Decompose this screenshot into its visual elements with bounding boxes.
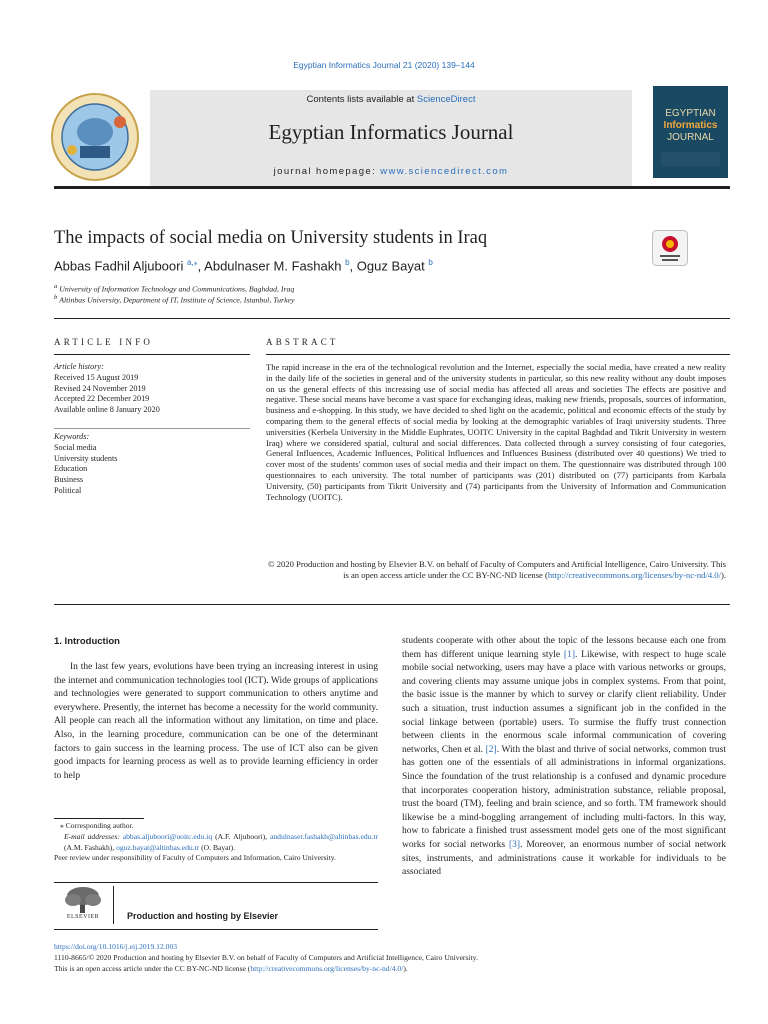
author-name[interactable]: Abbas Fadhil Aljuboori xyxy=(54,258,184,274)
homepage-link[interactable]: www.sciencedirect.com xyxy=(380,166,509,177)
keywords-rule xyxy=(54,428,250,429)
article-info-rule xyxy=(54,354,250,355)
keywords-list xyxy=(54,432,254,497)
footnote-rule xyxy=(54,818,144,819)
email-link[interactable]: oguz.bayat@altinbas.edu.tr xyxy=(116,842,200,852)
body-left-column: In the last few years, evolutions have been trying an increasing interest in using the internet and communication technologies tool (ICT). Wide groups of applications and technologies were generated to support communication to others anytime and everywhere. Presently, the internet has become a necessity for the world community. All people can reach all the information without any limitation, on time and place. Also, in the learning procedure, communication can be one of the determinant factors to gain success in the learning process. The use of ICT also can be given good impacts for learning process as well as to provide learning efficiency in order to help xyxy=(54,662,378,781)
peer-review-note: Peer review under responsibility of Faculty of Computers and Information, Cairo University. xyxy=(54,853,336,863)
license-link[interactable]: http://creativecommons.org/licenses/by-nc-nd/4.0/ xyxy=(250,964,404,973)
cover-title-line-1: EGYPTIAN xyxy=(665,108,716,119)
keyword-item: Social media xyxy=(54,442,97,452)
history-label: Article history: xyxy=(54,362,104,371)
cover-title-line-2: Informatics xyxy=(663,120,718,131)
email-addresses: E-mail addresses: abbas.aljuboori@uoitc.edu.iq (A.F. Aljuboori), andulnaser.fashakh@altinbas.edu.tr (A.M. Fashakh), oguz.bayat@altinbas.edu.tr (O. Bayat). xyxy=(64,831,378,852)
journal-reference-link[interactable]: Egyptian Informatics Journal 21 (2020) 139–144 xyxy=(293,60,475,70)
history-entry: Received 15 August 2019 xyxy=(54,372,139,382)
keyword-item: Political xyxy=(54,485,82,495)
header-rule xyxy=(54,186,730,189)
sciencedirect-link[interactable]: ScienceDirect xyxy=(416,94,476,105)
section-rule xyxy=(54,318,730,319)
open-access-line: This is an open access article under the CC BY-NC-ND license (http://creativecommons.org/licenses/by-nc-nd/4.0/). xyxy=(54,964,408,973)
author-name[interactable]: Abdulnaser M. Fashakh xyxy=(204,258,342,274)
author-list: Abbas Fadhil Aljuboori $^{a,⁎}$, Abdulnaser M. Fashakh $^b$, Oguz Bayat $^b$ xyxy=(54,258,433,274)
citation-link[interactable]: [1] xyxy=(563,649,575,660)
cover-title-line-3: JOURNAL xyxy=(667,132,714,143)
keyword-item: Education xyxy=(54,464,88,474)
article-history xyxy=(54,362,254,416)
elsevier-separator xyxy=(113,886,114,924)
history-entry: Accepted 22 December 2019 xyxy=(54,394,150,404)
license-link[interactable]: http://creativecommons.org/licenses/by-nc-nd/4.0/ xyxy=(547,569,721,580)
abstract-rule xyxy=(266,354,730,355)
email-link[interactable]: abbas.aljuboori@uoitc.edu.iq xyxy=(122,831,213,841)
keyword-item: University students xyxy=(54,453,118,463)
abstract-copyright: © 2020 Production and hosting by Elsevier B.V. on behalf of Faculty of Computers and Artificial Intelligence, Cairo University. This is an open access article under the CC BY-NC-ND license (http://creativecommons.org/licenses/by-nc-nd/4.0/). xyxy=(268,559,726,580)
citation-link[interactable]: [2] xyxy=(485,744,497,755)
contents-availability-line: Contents lists available at ScienceDirect xyxy=(306,94,476,105)
journal-cover-image xyxy=(653,86,728,178)
abstract-end-rule xyxy=(54,604,730,605)
article-title: The impacts of social media on University students in Iraq xyxy=(54,228,488,248)
issn-copyright-line: 1110-8665/© 2020 Production and hosting by Elsevier B.V. on behalf of Faculty of Computers and Artificial Intelligence, Cairo University. xyxy=(54,953,478,962)
affiliation-a: $^a$ University of Information Technology and Communications, Baghdad, Iraq xyxy=(54,283,295,294)
check-for-updates-icon[interactable] xyxy=(652,230,688,266)
email-link[interactable]: andulnaser.fashakh@altinbas.edu.tr xyxy=(269,831,378,841)
introduction-heading: 1. Introduction xyxy=(54,636,120,647)
corresponding-author-note: ⁎ Corresponding author. xyxy=(60,821,134,830)
doi-link[interactable]: https://doi.org/10.1016/j.eij.2019.12.003 xyxy=(54,942,178,951)
keywords-label: Keywords: xyxy=(54,432,90,441)
history-entry: Revised 24 November 2019 xyxy=(54,383,146,393)
author-name[interactable]: Oguz Bayat xyxy=(356,258,425,274)
abstract-heading: ABSTRACT xyxy=(266,337,339,347)
history-entry: Available online 8 January 2020 xyxy=(54,405,160,415)
abstract-text: The rapid increase in the era of the technological revolution and the Internet, especially the social media, have created a new reality in the daily life of the societies in general and of the university students in particular, so this new reality without any doubt imposes on us the general effects of this increasing use of social media has affected all areas and societies The effects are positive and negative. These social means have become a vast space for exchanging ideas, making new friends, proposals, sources of information, business and e-shopping. In this study, we have decided to shed light on the academic, political and economic effects of the study by comparing them to the general effects of social media by looking at the demographic variables of Iraqi university students. Three universities (Kerbela University in the Middle Euphrates, UOITC University in the capital Baghdad and Tikrit University in western Iraq) where we considered spatial, cultural and social differences. Data collected through a survey consisting of four categories, General Influences, Academic Influences, Political Influences and Influences Business (distributed over 40 questions) We tried to cover most of the students' common uses of social media and their impact on them. The questionnaire was distributed through 100 questionnaires to each university. The total number of participants was (201) distributed on (77) participants from Karbala University, (50) participants from Tikrit University and (74) participants from the University of Information and Communication Technology (UOITC). xyxy=(266,362,726,502)
author-affiliation-marker[interactable]: b xyxy=(428,258,433,267)
article-info-heading: ARTICLE INFO xyxy=(54,337,154,347)
keyword-item: Business xyxy=(54,475,84,485)
citation-link[interactable]: [3] xyxy=(508,839,521,850)
affiliation-b: $^b$ Altinbas University, Department of IT, Institute of Science, Istanbul, Turkey xyxy=(54,294,295,305)
author-affiliation-marker[interactable]: b xyxy=(345,258,350,267)
society-seal-logo xyxy=(50,92,140,182)
cover-decoration xyxy=(661,152,720,166)
hosting-label: Production and hosting by Elsevier xyxy=(127,911,279,921)
journal-name: Egyptian Informatics Journal xyxy=(268,120,514,144)
body-right-column: students cooperate with other about the topic of the lessons because each one from them has different unique learning style [1]. Likewise, with respect to huge scale mobile social networking, users may have a place with various networks or groups, and covering clients may assume unique jobs in complex systems. From that point, the basic issue is the manner by which to survey or clarify client reliability. Under such a situation, trust induction assumes a significant job in the confided in the social linkage between (portable) users. To surmise the fluffy trust connection between clients in the enormous scale informal communication of covering networks, Chen et al. [2]. With the blast and thrive of social networks, common trust has gotten one of the essentials of all administrations in informal organizations. Since the foundation of the trust relationship is a confused and dynamic procedure that incorporates cooperation history, administration substance, reliable proposal, trust the board (TM), feeling and brain science, and so forth. TM framework should likewise be a mind-boggling arrangement of including multi-factors. In this way, how to fabricate a finished trust assessment model gets one of the most significant works for social networks [3]. Moreover, an enormous number of social network sites, instruments, and administrations cause it workable for individuals to be associated xyxy=(402,636,726,878)
author-affiliation-marker[interactable]: a,⁎ xyxy=(186,258,198,267)
journal-homepage-line: journal homepage: www.sciencedirect.com xyxy=(273,166,509,177)
footnote xyxy=(54,821,378,864)
elsevier-wordmark: ELSEVIER xyxy=(66,914,100,920)
